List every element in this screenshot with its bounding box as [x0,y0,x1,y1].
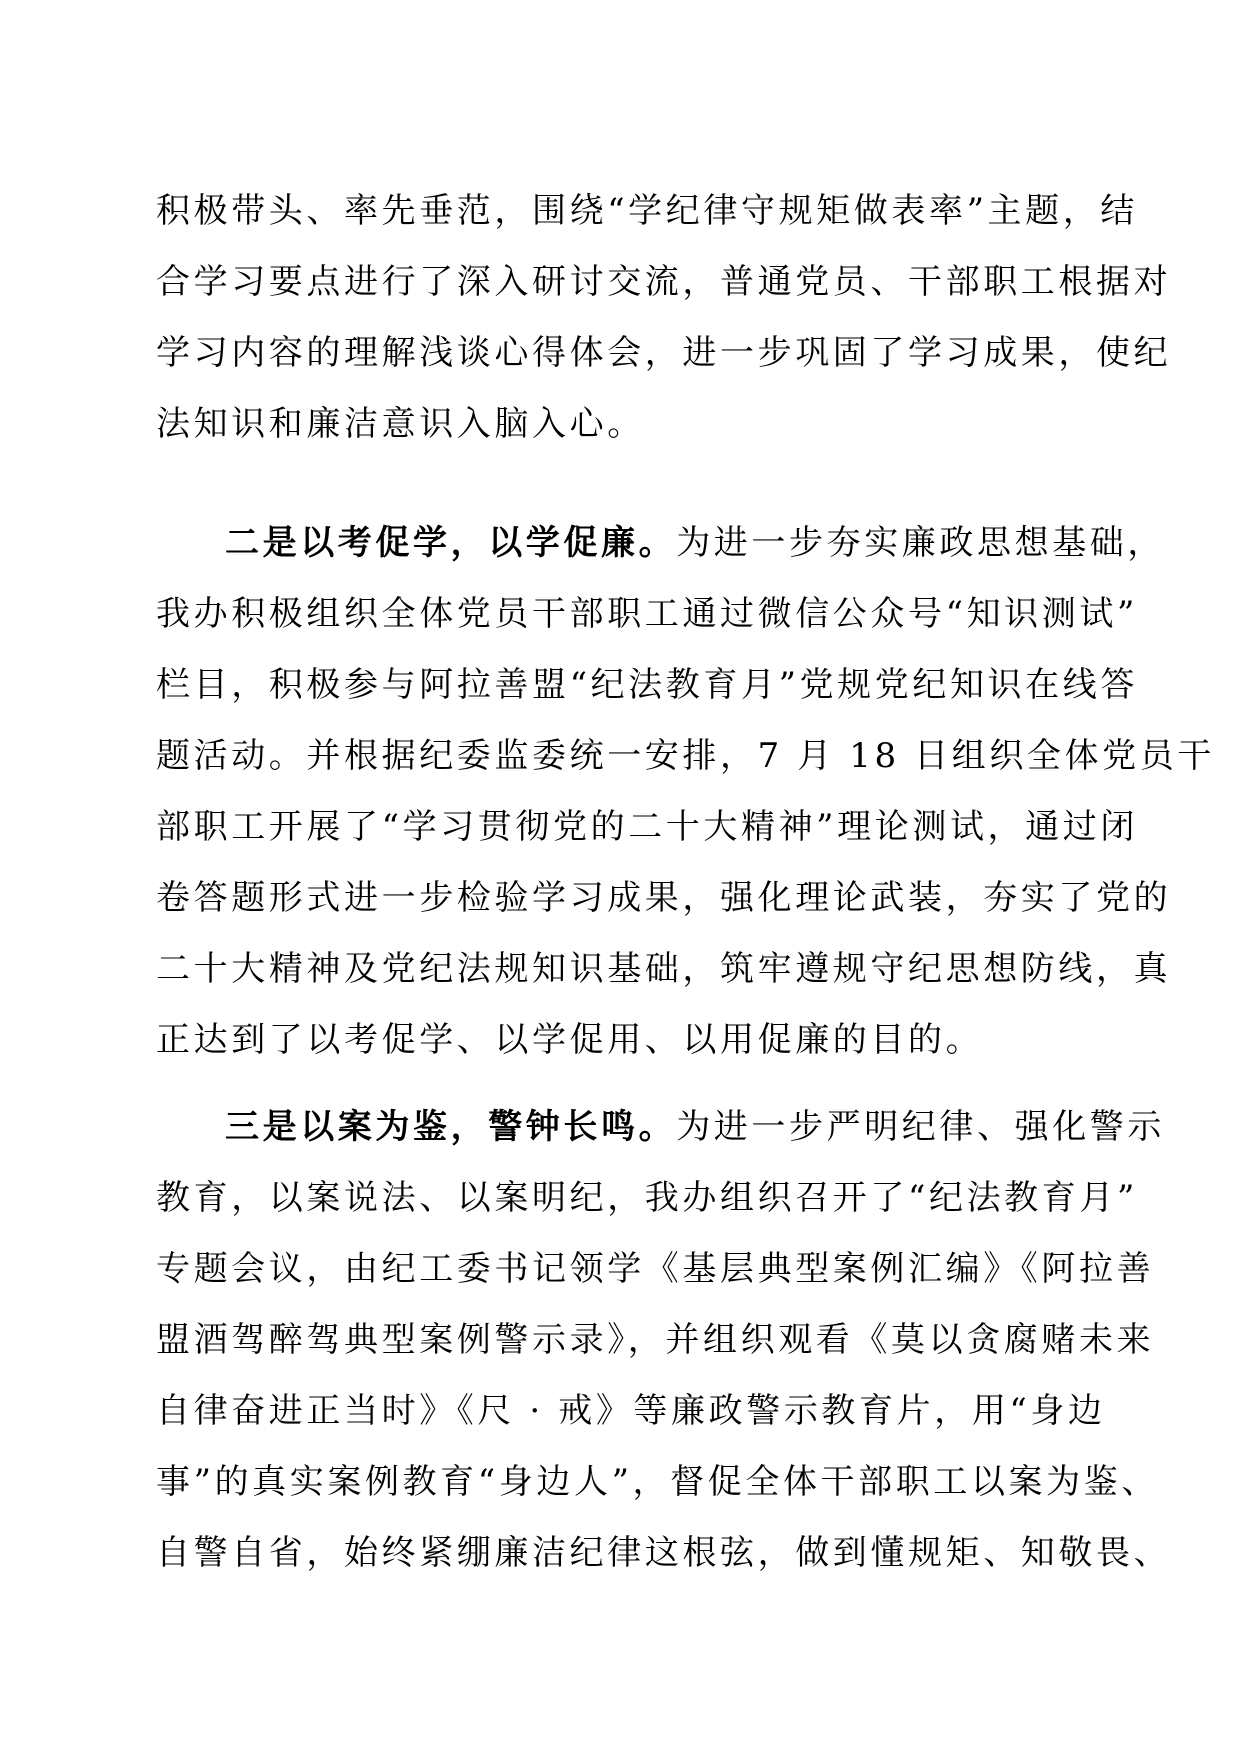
text-line: 法知识和廉洁意识入脑入心。 [156,404,645,444]
text-line: 自律奋进正当时》《尺 · 戒》等廉政警示教育片，用“身边 [156,1391,1106,1431]
text-line: 专题会议，由纪工委书记领学《基层典型案例汇编》《阿拉善 [156,1249,1155,1289]
text-line: 事”的真实案例教育“身边人”，督促全体干部职工以案为鉴、 [156,1462,1159,1502]
paragraph-case-warning [156,1092,1172,1589]
text-line: 积极带头、率先垂范，围绕“学纪律守规矩做表率”主题，结 [156,191,1138,231]
paragraph-lead-heading: 二是以考促学，以学促廉。 [225,523,677,563]
text-line-first [156,508,1166,579]
text-line: 合学习要点进行了深入研讨交流，普通党员、干部职工根据对 [156,262,1172,302]
text-line: 二十大精神及党纪法规知识基础，筑牢遵规守纪思想防线，真 [156,949,1172,989]
paragraph-lead-heading: 三是以案为鉴，警钟长鸣。 [225,1107,677,1147]
text-line-rest: 为进一步夯实廉政思想基础， [676,523,1166,563]
text-line: 盟酒驾醉驾典型案例警示录》，并组织观看《莫以贪腐赌未来 [156,1320,1155,1360]
text-line-rest: 为进一步严明纪律、强化警示 [676,1107,1166,1147]
paragraph-study-discussion [156,176,1172,460]
text-line: 学习内容的理解浅谈心得体会，进一步巩固了学习成果，使纪 [156,333,1172,373]
text-line: 部职工开展了“学习贯彻党的二十大精神”理论测试，通过闭 [156,807,1138,847]
text-line: 卷答题形式进一步检验学习成果，强化理论武装，夯实了党的 [156,878,1172,918]
text-line: 自警自省，始终紧绷廉洁纪律这根弦，做到懂规矩、知敬畏、 [156,1533,1172,1573]
text-line: 我办积极组织全体党员干部职工通过微信公众号“知识测试” [156,594,1138,634]
text-line: 正达到了以考促学、以学促用、以用促廉的目的。 [156,1020,984,1060]
paragraph-exam-promote-study [156,508,1215,1076]
text-line: 栏目，积极参与阿拉善盟“纪法教育月”党规党纪知识在线答 [156,665,1138,705]
text-line: 题活动。并根据纪委监委统一安排，7 月 18 日组织全体党员干 [156,736,1215,776]
text-line: 教育，以案说法、以案明纪，我办组织召开了“纪法教育月” [156,1178,1138,1218]
text-line-first [156,1092,1166,1163]
